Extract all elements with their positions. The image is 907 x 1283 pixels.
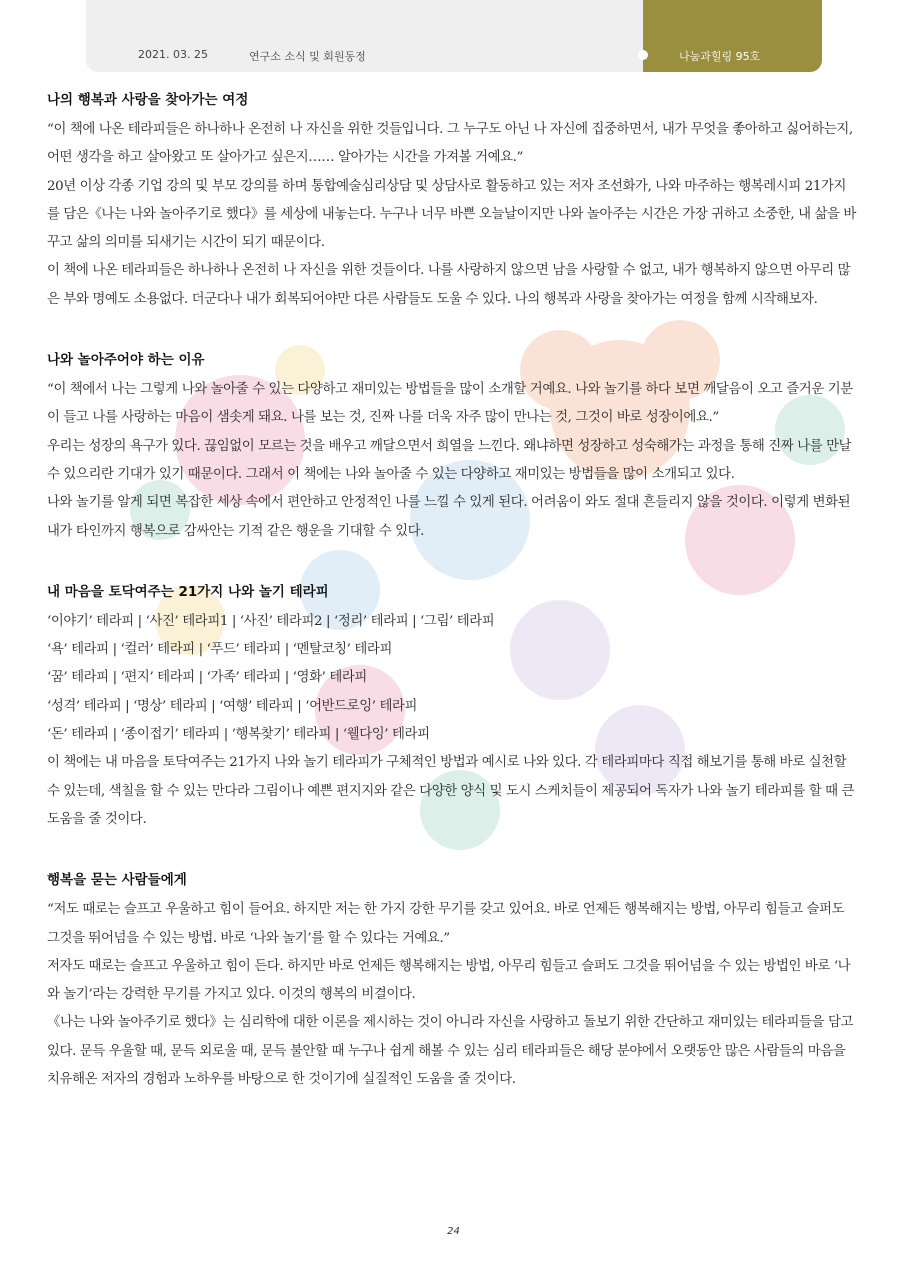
therapy-list-line: ‘성격’ 테라피 | ‘명상’ 테라피 | ‘여행’ 테라피 | ‘어반드로잉’ 테라피: [47, 698, 418, 714]
header-issue: 나눔과힐링 95호: [679, 50, 761, 63]
section-reason: [47, 350, 857, 546]
paragraph: 20년 이상 각종 기업 강의 및 부모 강의를 하며 통합예술심리상담 및 상담사로 활동하고 있는 저자 조선화가, 나와 마주하는 행복레시피 21가지를 담은《나는 나와 놀아주기로 했다》를 세상에 내놓는다. 누구나 너무 바쁜 오늘날이지만 나와 놀아주는 시간은 가장 귀하고 소중한, 내 삶을 바꾸고 삶의 의미를 되새기는 시간이 되기 때문이다.: [47, 178, 856, 251]
paragraph: 이 책에 나온 테라피들은 하나하나 온전히 나 자신을 위한 것들이다. 나를 사랑하지 않으면 남을 사랑할 수 없고, 내가 행복하지 않으면 아무리 많은 부와 명예도 소용없다. 더군다나 내가 회복되어야만 다른 사람들도 도울 수 있다. 나의 행복과 사랑을 찾아가는 여정을 함께 시작해보자.: [47, 263, 851, 307]
section-heading: 나의 행복과 사랑을 찾아가는 여정: [47, 92, 249, 108]
therapy-list-line: ‘욕’ 테라피 | ‘컬러’ 테라피 | ‘푸드’ 테라피 | ‘멘탈코칭’ 테라피: [47, 642, 392, 658]
paragraph: “이 책에 나온 테라피들은 하나하나 온전히 나 자신을 위한 것들입니다. 그 누구도 아닌 나 자신에 집중하면서, 내가 무엇을 좋아하고 싫어하는지, 어떤 생각을 하고 살아왔고 또 살아가고 싶은지…… 알아가는 시간을 가져볼 거예요.”: [47, 122, 853, 166]
section-heading: 내 마음을 토닥여주는 21가지 나와 놀기 테라피: [47, 583, 329, 600]
therapy-list-line: ‘돈’ 테라피 | ‘종이접기’ 테라피 | ‘행복찾기’ 테라피 | ‘웰다잉’ 테라피: [47, 727, 430, 743]
paragraph: 이 책에는 내 마음을 토닥여주는 21가지 나와 놀기 테라피가 구체적인 방법과 예시로 나와 있다. 각 테라피마다 직접 해보기를 통해 바로 실천할 수 있는데, 색칠을 할 수 있는 만다라 그림이나 예쁜 편지지와 같은 다양한 양식 및 도시 스케치들이 제공되어 독자가 나와 놀기 테라피를 할 때 큰 도움을 줄 것이다.: [47, 755, 855, 827]
section-heading: 나와 놀아주어야 하는 이유: [47, 352, 205, 369]
therapy-list-line: ‘꿈’ 테라피 | ‘편지’ 테라피 | ‘가족’ 테라피 | ‘영화’ 테라피: [47, 670, 367, 686]
paragraph: 저자도 때로는 슬프고 우울하고 힘이 든다. 하지만 바로 언제든 행복해지는 방법, 아무리 힘들고 슬퍼도 그것을 뛰어넘을 수 있는 방법인 바로 ‘나와 놀기’라는 강력한 무기를 가지고 있다. 이것의 행복의 비결이다.: [47, 958, 851, 1003]
page-header: [86, 0, 822, 72]
header-section: 연구소 소식 및 회원동정: [249, 50, 366, 63]
header-date: 2021. 03. 25: [138, 48, 208, 61]
article-body: [47, 90, 857, 1130]
issue-badge: [643, 0, 822, 72]
page-number: 24: [447, 1226, 460, 1237]
paragraph: 《나는 나와 놀아주기로 했다》는 심리학에 대한 이론을 제시하는 것이 아니라 자신을 사랑하고 돌보기 위한 간단하고 재미있는 테라피들을 담고 있다. 문득 우울할 때, 문득 외로울 때, 문득 불안할 때 누구나 쉽게 해볼 수 있는 심리 테라피들은 해당 분야에서 오랫동안 많은 사람들의 마음을 치유해온 저자의 경험과 노하우를 바탕으로 한 것이기에 실질적인 도움을 줄 것이다.: [47, 1015, 854, 1088]
therapy-list-line: ‘이야기’ 테라피 | ‘사진’ 테라피1 | ‘사진’ 테라피2 | ‘정리’ 테라피 | ‘그림’ 테라피: [47, 613, 495, 629]
paragraph: 우리는 성장의 욕구가 있다. 끊임없이 모르는 것을 배우고 깨달으면서 희열을 느낀다. 왜냐하면 성장하고 성숙해가는 과정을 통해 진짜 나를 만날 수 있으리란 기대가 있기 때문이다. 그래서 이 책에는 나와 놀아줄 수 있는 다양하고 재미있는 방법들을 많이 소개되고 있다.: [47, 438, 852, 482]
section-journey: [47, 90, 857, 314]
section-therapies: [47, 582, 857, 834]
bullet-dot-icon: [638, 50, 648, 60]
paragraph: 나와 놀기를 알게 되면 복잡한 세상 속에서 편안하고 안정적인 나를 느낄 수 있게 된다. 어려움이 와도 절대 흔들리지 않을 것이다. 이렇게 변화된 내가 타인까지 행복으로 감싸안는 기적 같은 행운을 기대할 수 있다.: [47, 495, 851, 539]
section-heading: 행복을 묻는 사람들에게: [47, 872, 187, 889]
section-happiness: [47, 870, 857, 1094]
paragraph: “저도 때로는 슬프고 우울하고 힘이 들어요. 하지만 저는 한 가지 강한 무기를 갖고 있어요. 바로 언제든 행복해지는 방법, 아무리 힘들고 슬퍼도 그것을 뛰어넘을 수 있는 방법. 바로 ‘나와 놀기’를 할 수 있다는 거예요.”: [47, 902, 845, 946]
paragraph: “이 책에서 나는 그렇게 나와 놀아줄 수 있는 다양하고 재미있는 방법들을 많이 소개할 거예요. 나와 놀기를 하다 보면 깨달음이 오고 즐거운 기분이 들고 나를 사랑하는 마음이 샘솟게 돼요. 나를 보는 것, 진짜 나를 더욱 자주 많이 만나는 것, 그것이 바로 성장이에요.”: [47, 382, 853, 426]
